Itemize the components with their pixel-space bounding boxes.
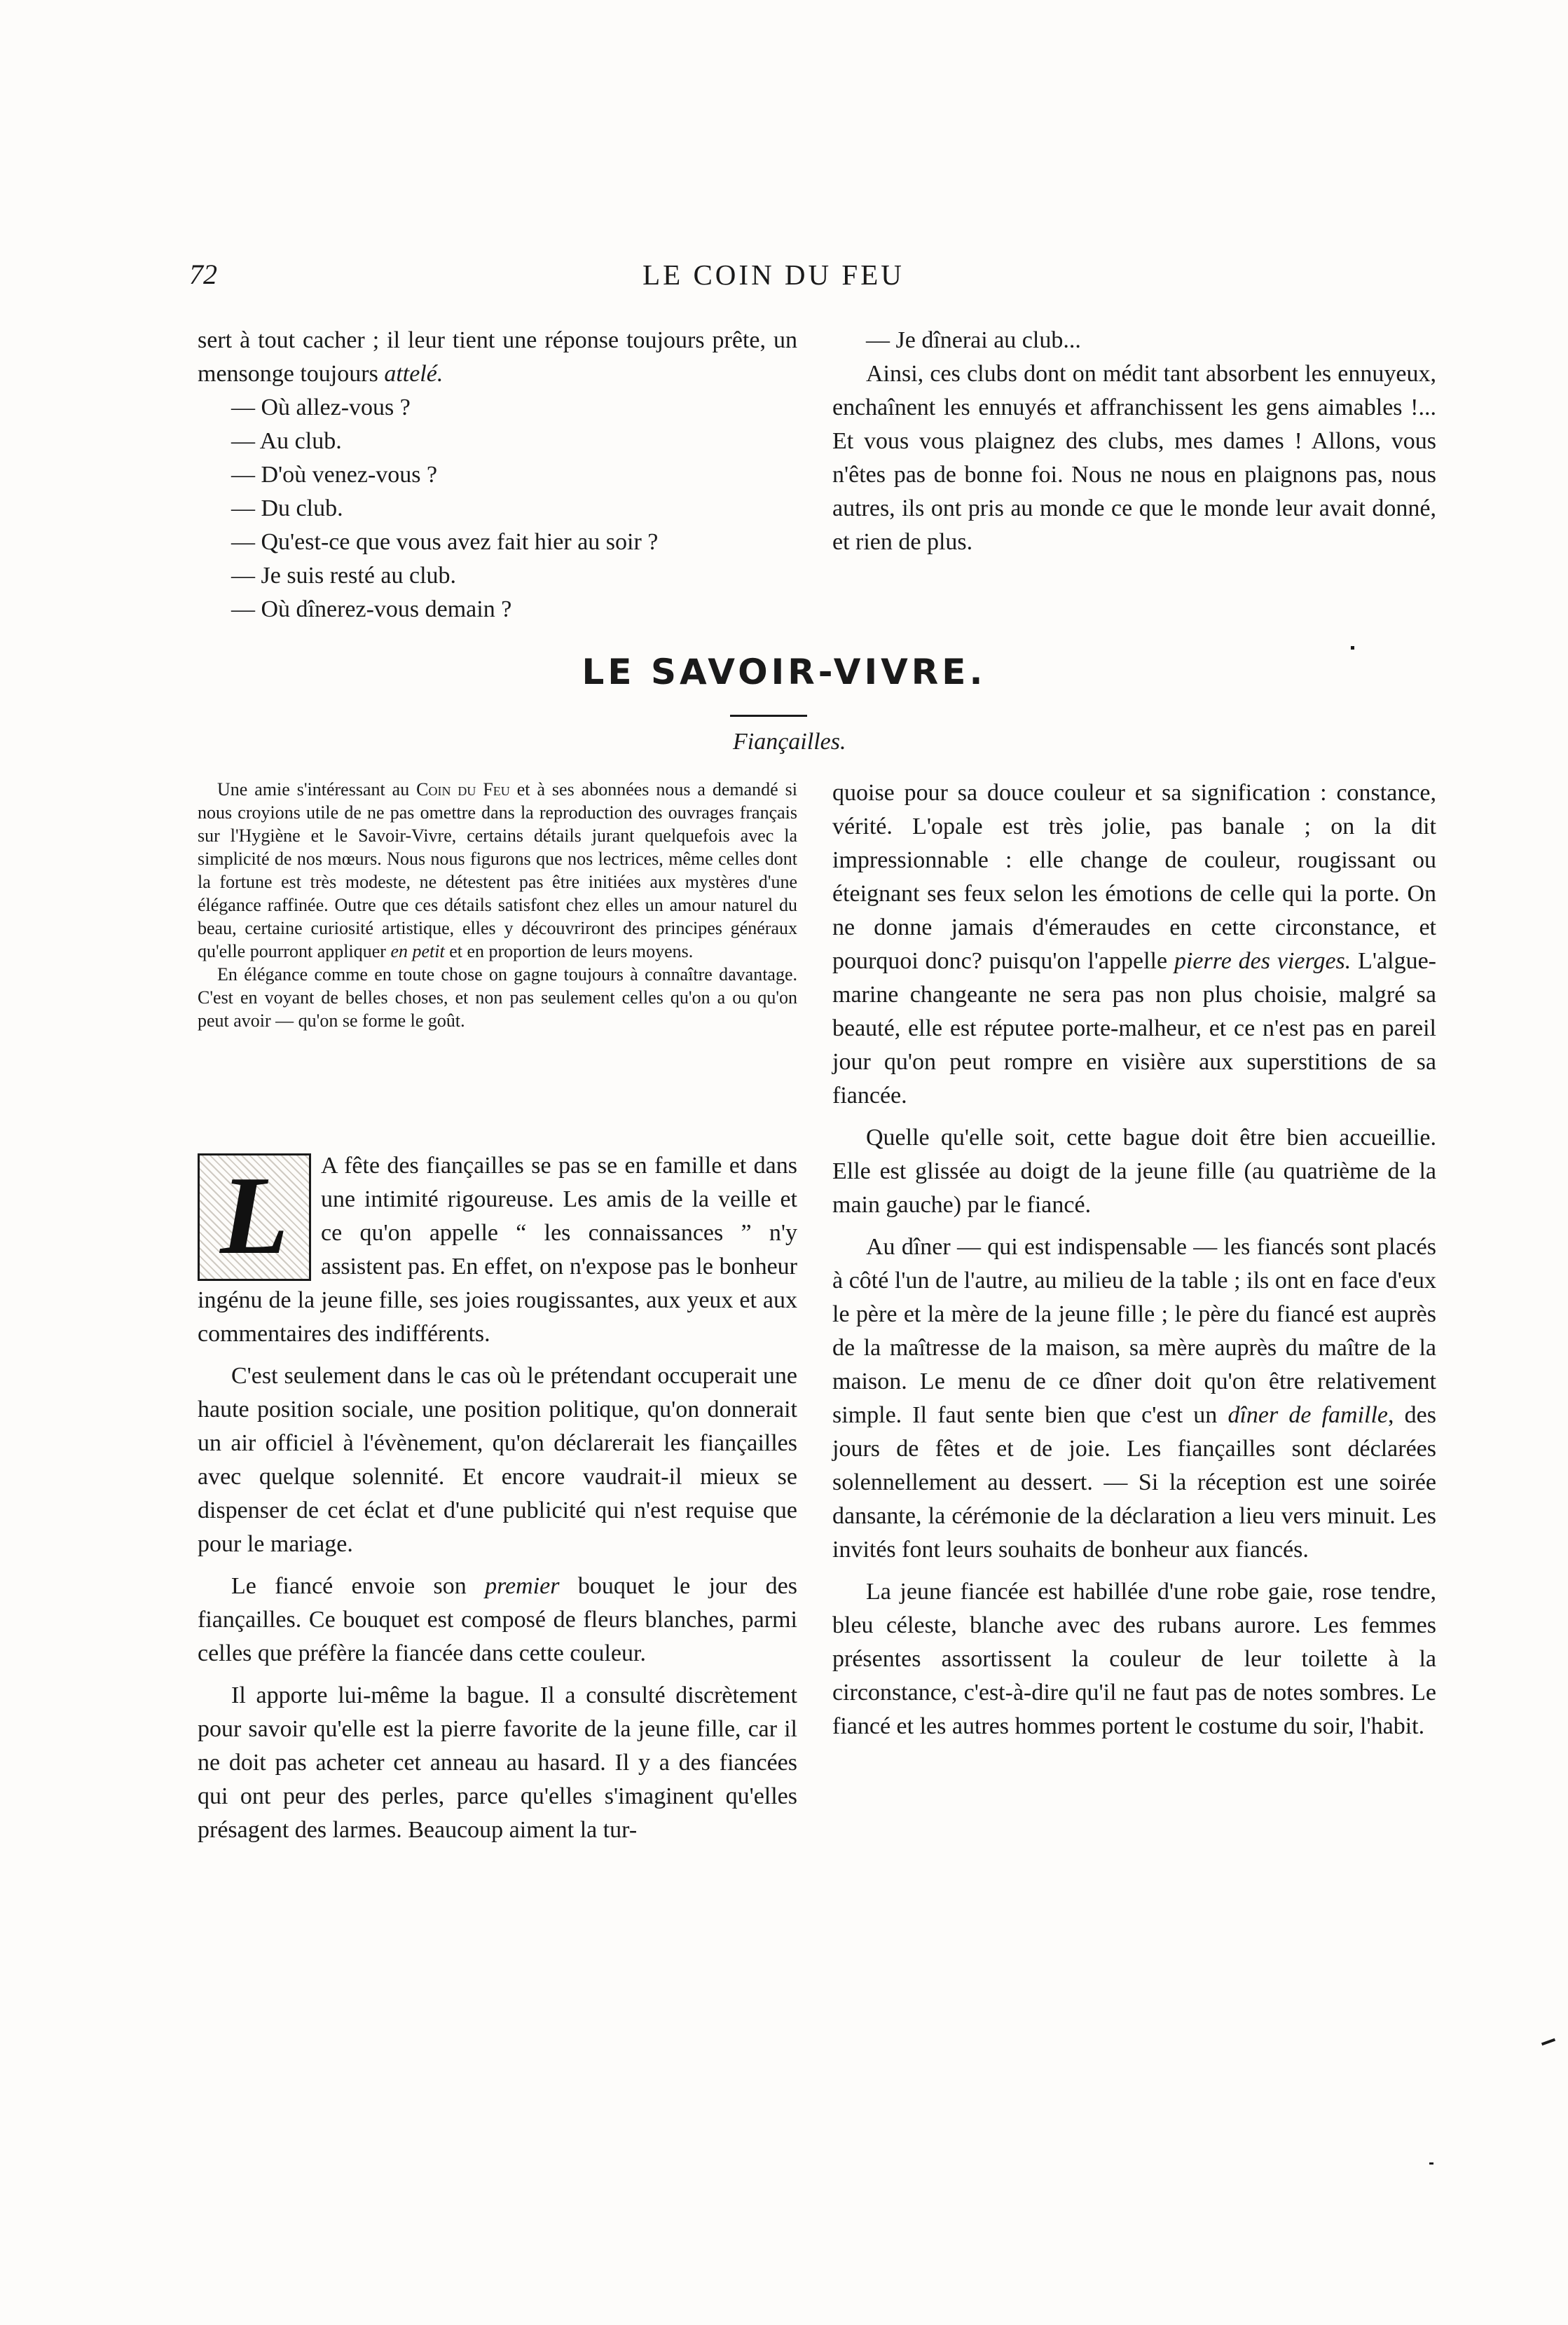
page-number: 72 [189, 259, 217, 290]
ink-speck [1351, 646, 1354, 650]
paragraph: Ainsi, ces clubs dont on médit tant absorbent les ennuyeux, enchaînent les ennuyés et affranchissent les gens aimables !... Et vous vous plaignez des clubs, mes dames ! Allons, vous n'êtes pas de bonne foi. Nous ne nous en plaignons pas, nous autres, ils ont pris au monde ce que le monde leur avait donné, et rien de plus. [832, 361, 1436, 555]
section-subheading: Fiançailles. [733, 729, 846, 755]
ink-speck [1541, 2038, 1555, 2046]
drop-cap-letter: L [220, 1153, 289, 1277]
dialog-line: — D'où venez-vous ? [231, 462, 438, 488]
dialog-line: — Je dînerai au club... [866, 327, 1081, 353]
paragraph: C'est seulement dans le cas où le prétendant occuperait une haute position sociale, une position politique, qu'on donnerait un air officiel à l'évènement, qu'on déclarerait les fiançailles avec quelque solennité. Et encore vaudrait-il mieux se dispenser de cet éclat et d'une publicité qui n'est requise que pour le mariage. [198, 1363, 797, 1557]
paragraph: Quelle qu'elle soit, cette bague doit être bien accueillie. Elle est glissée au doigt de la jeune fille (au quatrième de la main gauche) par le fiancé. [832, 1125, 1436, 1218]
bottom-left-column [198, 1149, 797, 1847]
dialog-line: — Où allez-vous ? [231, 395, 411, 420]
dialog-line: — Qu'est-ce que vous avez fait hier au soir ? [231, 529, 659, 555]
bottom-right-column [832, 776, 1436, 1743]
journal-title: LE COIN DU FEU [642, 259, 905, 291]
ornate-drop-cap [198, 1153, 311, 1281]
paragraph: Le fiancé envoie son premier bouquet le jour des fiançailles. Ce bouquet est composé de fleurs blanches, parmi celles que préfère la fiancée dans cette couleur. [198, 1573, 798, 1666]
ink-speck [1429, 2162, 1433, 2165]
running-header [189, 258, 1358, 300]
heading-rule [730, 715, 807, 717]
note-paragraph: Une amie s'intéressant au Coin du Feu et à ses abonnées nous a demandé si nous croyions utile de ne pas omettre dans la reproduction des ouvrages français sur l'Hygiène et le Savoir-Vivre, certains détails jurant quelquefois avec la simplicité de nos mœurs. Nous nous figurons que nos lectrices, même celles dont la fortune est très modeste, ne détestent pas être initiées aux mystères d'une élégance raffinée. Outre que ces détails satisfont chez elles un amour naturel du beau, certaine curiosité artistique, elles y découvriront des principes généraux qu'elle pourront appliquer en petit et en proportion de leurs moyens. [198, 779, 797, 961]
editorial-note [198, 778, 797, 1032]
paragraph: L A fête des fiançailles se pas se en famille et dans une intimité rigoureuse. Les amis de la veille et ce qu'on appelle “ les connaissances ” n'y assistent pas. En effet, on n'expose pas le bonheur ingénu de la jeune fille, ses joies rougissantes, aux yeux et aux commentaires des indifférents. [198, 1153, 797, 1347]
paragraph: sert à tout cacher ; il leur tient une réponse toujours prête, un mensonge toujours attelé. [198, 327, 797, 387]
top-left-column [198, 324, 797, 626]
dialog-line: — Au club. [231, 428, 342, 454]
paragraph: Au dîner — qui est indispensable — les fiancés sont placés à côté l'un de l'autre, au milieu de la table ; ils ont en face d'eux le père et la mère de la jeune fille ; le père du fiancé est auprès de la maîtresse de la maison, sa mère auprès du maître de la maison. Le menu de ce dîner doit qu'on être relativement simple. Il faut sente bien que c'est un dîner de famille, des jours de fêtes et de joie. Les fiançailles sont déclarées solennellement au dessert. — Si la réception est une soirée dansante, la cérémonie de la déclaration a lieu vers minuit. Les invités font leurs souhaits de bonheur aux fiancés. [832, 1234, 1436, 1563]
top-right-column [832, 324, 1436, 559]
paragraph: Il apporte lui-même la bague. Il a consulté discrètement pour savoir qu'elle est la pierre favorite de la jeune fille, car il ne doit pas acheter cet anneau au hasard. Il y a des fiancées qui ont peur des perles, parce qu'elles s'imaginent qu'elles présagent des larmes. Beaucoup aiment la tur- [198, 1682, 797, 1843]
section-heading: LE SAVOIR-VIVRE. [582, 652, 986, 692]
dialog-line: — Je suis resté au club. [231, 563, 457, 589]
paragraph: La jeune fiancée est habillée d'une robe gaie, rose tendre, bleu céleste, blanche avec des rubans aurore. Les femmes présentes assortissent la couleur de leur toilette à la circonstance, c'est-à-dire qu'il ne faut pas de notes sombres. Le fiancé et les autres hommes portent le costume du soir, l'habit. [832, 1579, 1436, 1739]
note-paragraph: En élégance comme en toute chose on gagne toujours à connaître davantage. C'est en voyant de belles choses, et non pas seulement celles qu'on a ou qu'on peut avoir — qu'on se forme le goût. [198, 964, 797, 1031]
dialog-line: — Où dînerez-vous demain ? [231, 596, 512, 622]
dialog-line: — Du club. [231, 495, 343, 521]
paragraph: quoise pour sa douce couleur et sa signification : constance, vérité. L'opale est très jolie, pas banale ; on la dit impressionnable : elle change de couleur, rougissant ou éteignant ses feux selon les émotions de celle qui la porte. On ne donne jamais d'émeraudes en cette circonstance, et pourquoi donc? puisqu'on l'appelle pierre des vierges. L'algue-marine changeante ne sera pas non plus choisie, malgré sa beauté, elle est réputee porte-malheur, et ce n'est pas en pareil jour qu'on peut rompre en visière aux superstitions de sa fiancée. [832, 780, 1436, 1109]
